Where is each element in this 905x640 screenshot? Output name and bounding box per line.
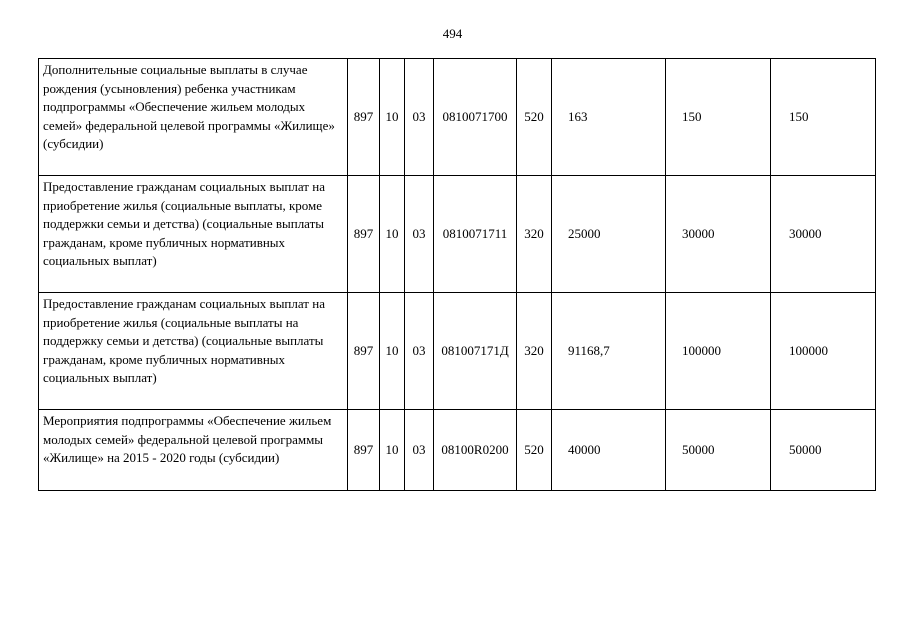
page-number: 494 — [442, 26, 463, 41]
amount-year-2: 50000 — [666, 410, 771, 491]
amount-year-1: 91168,7 — [552, 293, 666, 410]
subsection-code: 03 — [405, 293, 434, 410]
target-article-code: 081007171Д — [434, 293, 517, 410]
row-description: Предоставление гражданам социальных выплат на приобретение жилья (социальные выплаты, кроме поддержки семьи и детства) (социальные выплаты гражданам, кроме публичных нормативных социальных выплат) — [39, 176, 348, 293]
amount-year-3: 50000 — [771, 410, 876, 491]
section-code: 10 — [380, 410, 405, 491]
section-code: 10 — [380, 59, 405, 176]
amount-year-3: 100000 — [771, 293, 876, 410]
amount-year-2: 150 — [666, 59, 771, 176]
subsection-code: 03 — [405, 59, 434, 176]
expense-type-code: 320 — [517, 176, 552, 293]
section-code: 10 — [380, 293, 405, 410]
table-row — [39, 59, 876, 176]
ministry-code: 897 — [348, 176, 380, 293]
subsection-code: 03 — [405, 176, 434, 293]
target-article-code: 0810071711 — [434, 176, 517, 293]
expense-type-code: 320 — [517, 293, 552, 410]
expense-type-code: 520 — [517, 59, 552, 176]
table-row — [39, 293, 876, 410]
amount-year-1: 40000 — [552, 410, 666, 491]
amount-year-2: 100000 — [666, 293, 771, 410]
amount-year-3: 150 — [771, 59, 876, 176]
row-description: Дополнительные социальные выплаты в случае рождения (усыновления) ребенка участникам подпрограммы «Обеспечение жильем молодых семей» федеральной целевой программы «Жилище» (субсидии) — [39, 59, 348, 176]
budget-table — [38, 58, 876, 491]
expense-type-code: 520 — [517, 410, 552, 491]
section-code: 10 — [380, 176, 405, 293]
row-description: Мероприятия подпрограммы «Обеспечение жильем молодых семей» федеральной целевой программы «Жилище» на 2015 - 2020 годы (субсидии) — [39, 410, 348, 491]
amount-year-2: 30000 — [666, 176, 771, 293]
target-article-code: 0810071700 — [434, 59, 517, 176]
target-article-code: 08100R0200 — [434, 410, 517, 491]
amount-year-3: 30000 — [771, 176, 876, 293]
row-description: Предоставление гражданам социальных выплат на приобретение жилья (социальные выплаты на поддержку семьи и детства) (социальные выплаты гражданам, кроме публичных нормативных социальных выплат) — [39, 293, 348, 410]
amount-year-1: 25000 — [552, 176, 666, 293]
ministry-code: 897 — [348, 59, 380, 176]
amount-year-1: 163 — [552, 59, 666, 176]
table-row — [39, 410, 876, 491]
subsection-code: 03 — [405, 410, 434, 491]
table-row — [39, 176, 876, 293]
ministry-code: 897 — [348, 410, 380, 491]
ministry-code: 897 — [348, 293, 380, 410]
